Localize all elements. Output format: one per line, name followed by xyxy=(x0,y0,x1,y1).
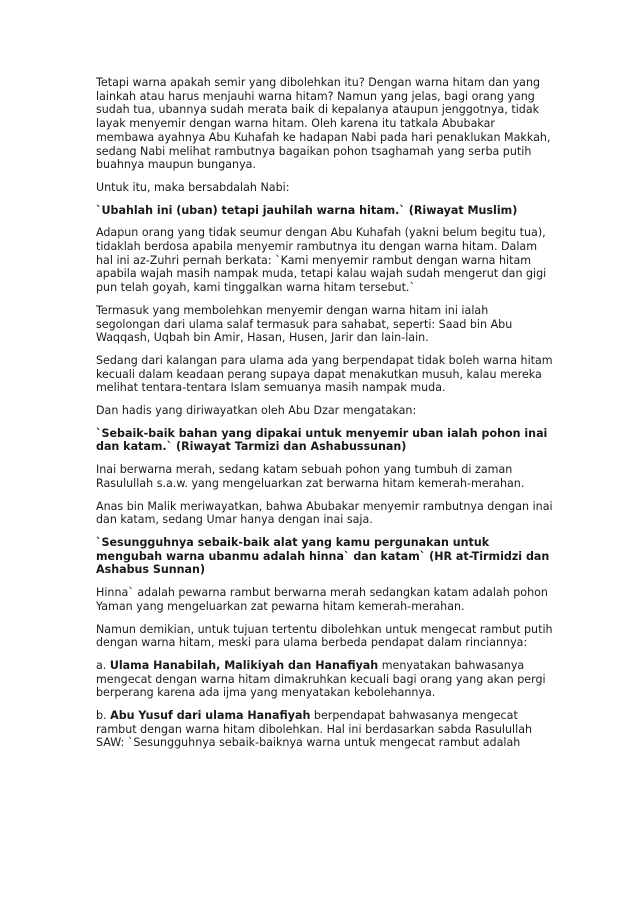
list-item: a. Ulama Hanabilah, Malikiyah dan Hanafiyah menyatakan bahwasanya mengecat dengan warna hitam dimakruhkan kecuali bagi orang yang akan pergi berperang karena ada ijma yang menyatakan kebolehannya. xyxy=(96,658,546,700)
paragraph: Anas bin Malik meriwayatkan, bahwa Abubakar menyemir rambutnya dengan inai dan katam, sedang Umar hanya dengan inai saja. xyxy=(96,499,553,527)
hadith-quote: `Sesungguhnya sebaik-baik alat yang kamu pergunakan untuk mengubah warna ubanmu adalah hinna` dan katam` (HR at-Tirmidzi dan Ashabus Sunnan) xyxy=(96,535,550,577)
paragraph: Adapun orang yang tidak seumur dengan Abu Kuhafah (yakni belum begitu tua), tidaklah berdosa apabila menyemir rambutnya itu dengan warna hitam. Dalam hal ini az-Zuhri pernah berkata: `Kami menyemir rambut dengan warna hitam apabila wajah masih nampak muda, tetapi kalau wajah sudah mengerut dan gigi pun telah goyah, kami tinggalkan warna hitam tersebut.` xyxy=(96,226,547,295)
list-item-heading: Abu Yusuf dari ulama Hanafiyah xyxy=(110,709,311,723)
paragraph: Sedang dari kalangan para ulama ada yang berpendapat tidak boleh warna hitam kecuali dalam keadaan perang supaya dapat menakutkan musuh, kalau mereka melihat tentara-tentara Islam semuanya masih nampak muda. xyxy=(96,353,553,395)
paragraph: Termasuk yang membolehkan menyemir dengan warna hitam ini ialah segolongan dari ulama salaf termasuk para sahabat, seperti: Saad bin Abu Waqqash, Uqbah bin Amir, Hasan, Husen, Jarir dan lain-lain. xyxy=(96,303,513,345)
paragraph: Dan hadis yang diriwayatkan oleh Abu Dzar mengatakan: xyxy=(96,404,417,418)
paragraph: Hinna` adalah pewarna rambut berwarna merah sedangkan katam adalah pohon Yaman yang mengeluarkan zat pewarna hitam kemerah-merahan. xyxy=(96,586,548,613)
paragraph: Untuk itu, maka bersabdalah Nabi: xyxy=(96,180,290,194)
paragraph: Tetapi warna apakah semir yang dibolehkan itu? Dengan warna hitam dan yang lainkah atau harus menjauhi warna hitam? Namun yang jelas, bagi orang yang sudah tua, ubannya sudah merata baik di kepalanya ataupun jenggotnya, tidak layak menyemir dengan warna hitam. Oleh karena itu tatkala Abubakar membawa ayahnya Abu Kuhafah ke hadapan Nabi pada hari penaklukan Makkah, sedang Nabi melihat rambutnya bagaikan pohon tsaghamah yang serba putih buahnya maupun bunganya. xyxy=(96,76,551,172)
list-item-heading: Ulama Hanabilah, Malikiyah dan Hanafiyah xyxy=(109,658,379,672)
list-item: b. Abu Yusuf dari ulama Hanafiyah berpendapat bahwasanya mengecat rambut dengan warna hitam dibolehkan. Hal ini berdasarkan sabda Rasulullah SAW: `Sesungguhnya sebaik-baiknya warna untuk mengecat rambut adalah xyxy=(96,709,533,750)
paragraph: Namun demikian, untuk tujuan tertentu dibolehkan untuk mengecat rambut putih dengan warna hitam, meski para ulama berbeda pendapat dalam rinciannya: xyxy=(96,622,553,650)
list-marker: a. xyxy=(96,658,107,672)
hadith-quote: `Ubahlah ini (uban) tetapi jauhilah warna hitam.` (Riwayat Muslim) xyxy=(96,203,518,217)
document-page xyxy=(96,76,553,759)
list-marker: b. xyxy=(96,709,107,723)
hadith-quote: `Sebaik-baik bahan yang dipakai untuk menyemir uban ialah pohon inai dan katam.` (Riwayat Tarmizi dan Ashabussunan) xyxy=(96,426,548,454)
paragraph: Inai berwarna merah, sedang katam sebuah pohon yang tumbuh di zaman Rasulullah s.a.w. yang mengeluarkan zat berwarna hitam kemerah-merahan. xyxy=(96,463,525,490)
